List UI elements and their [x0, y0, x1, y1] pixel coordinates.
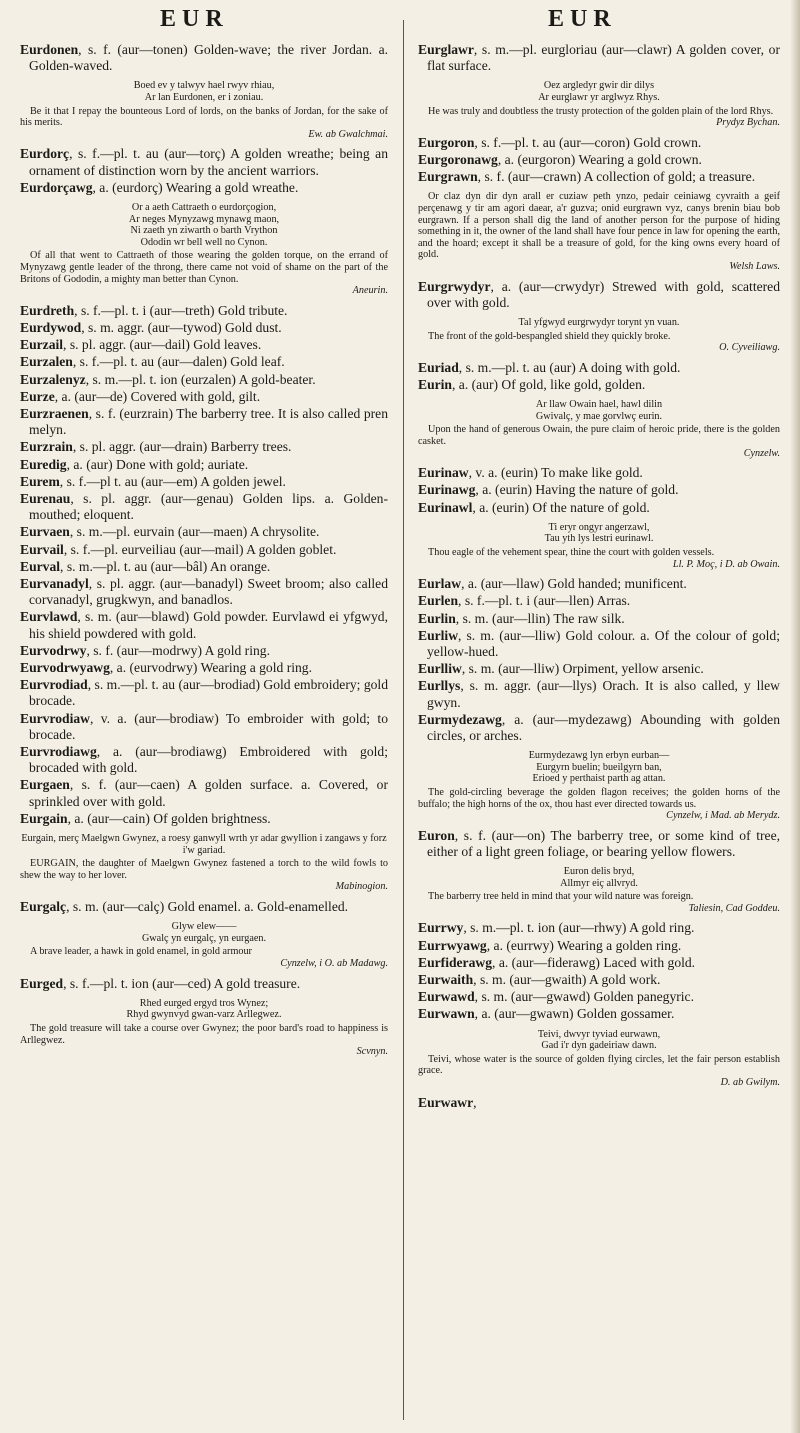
headword: Eurem — [20, 473, 60, 489]
definition: , a. (aur—gwawn) Golden gossamer. — [474, 1006, 675, 1022]
dictionary-entry — [418, 712, 780, 744]
welsh-verse-line: Eurgyrn buelin; bueilgyrn ban, — [536, 761, 662, 773]
dictionary-entry — [418, 938, 780, 954]
dictionary-entry — [20, 146, 388, 178]
definition: , a. (aur—brodiawg) Embroidered with gold; brocaded with gold. — [29, 744, 388, 776]
column-divider — [403, 20, 404, 1420]
dictionary-entry — [418, 377, 780, 393]
dictionary-entry — [418, 1095, 780, 1111]
citation-source: Scvnyn. — [356, 1046, 388, 1058]
dictionary-entry — [20, 337, 388, 353]
headword: Eurin — [418, 376, 452, 392]
headword: Eurinawl — [418, 499, 473, 515]
headword: Eurllys — [418, 678, 461, 694]
definition: , s. f.—pl. eurveiliau (aur—mail) A golden goblet. — [63, 541, 337, 557]
welsh-verse-line: Ar llaw Owain hael, hawl dilin — [535, 399, 663, 411]
headword: Eurrwy — [418, 920, 464, 936]
definition: , s. f. (eurzrain) The barberry tree. It is also called pren melyn. — [29, 405, 388, 438]
definition: , s. f.—pl. t. au (aur—torç) A golden wreathe; being an ornament of distinction worn by the ancient warriors. — [29, 146, 388, 178]
headword: Eurvrodiad — [20, 677, 88, 693]
dictionary-entry — [20, 542, 388, 558]
dictionary-entry — [418, 989, 780, 1005]
definition: , s. f. (aur—caen) A golden surface. a. Covered, or sprinkled over with gold. — [29, 777, 388, 809]
dictionary-entry — [20, 609, 388, 641]
headword: Eurdorç — [20, 146, 70, 162]
definition: , s. m. (aur—gwaith) A gold work. — [473, 972, 661, 988]
headword: Eurwawn — [418, 1006, 475, 1022]
dictionary-entry — [20, 439, 388, 455]
headword: Eurvodrwy — [20, 642, 87, 658]
citation-source: O. Cyveiliawg. — [719, 342, 780, 354]
welsh-verse-line: Erioed y perthaist parth ag attan. — [532, 773, 666, 785]
dictionary-entry — [418, 169, 780, 185]
translation: Be it that I repay the bounteous Lord of lords, on the banks of Jordan, for the sake of his merits. — [20, 105, 388, 129]
welsh-verse-line: Ni zaeth yn ziwarth o barth Vrython — [130, 225, 278, 237]
definition: , s. m.—pl. t. ion (aur—rhwy) A gold ring. — [463, 920, 695, 936]
citation-source: Taliesin, Cad Goddeu. — [688, 902, 780, 914]
dictionary-entry — [418, 828, 780, 860]
definition: , v. a. (aur—brodiaw) To embroider with gold; to brocade. — [29, 710, 388, 742]
headword: Eurvrodiaw — [20, 710, 90, 726]
headword: Eurlliw — [418, 661, 462, 677]
welsh-verse-line: Gwalç yn eurgalç, yn eurgaen. — [141, 932, 267, 944]
dictionary-entry — [20, 474, 388, 490]
headword: Eurvail — [20, 541, 64, 557]
welsh-verse-line: Gad i'r dyn gadeiriaw dawn. — [541, 1040, 657, 1052]
welsh-verse-line: Ar neges Mynyzawg mynawg maon, — [128, 213, 280, 225]
left-column — [20, 42, 388, 1064]
welsh-verse-line: Tal yfgwyd eurgrwydyr torynt yn vuan. — [518, 316, 680, 328]
headword: Eurinaw — [418, 465, 469, 481]
definition: , a. (aur—de) Covered with gold, gilt. — [54, 388, 261, 404]
translation: The front of the gold-bespangled shield they quickly broke. — [428, 330, 671, 342]
dictionary-entry — [20, 389, 388, 405]
headword: Eurvrodiawg — [20, 744, 97, 760]
definition: , a. (aur—crwydyr) Strewed with gold, scattered over with gold. — [427, 278, 780, 310]
headword: Eurlaw — [418, 576, 462, 592]
definition: , a. (aur—llaw) Gold handed; munificent. — [461, 576, 687, 592]
running-head-right: EUR — [548, 6, 617, 32]
headword: Eurdorçawg — [20, 179, 93, 195]
headword: Eurgain — [20, 810, 68, 826]
headword: Eurwawd — [418, 989, 475, 1005]
headword: Eurwaith — [418, 972, 474, 988]
translation: He was truly and doubtless the trusty protection of the golden plain of the lord Rhys. — [428, 105, 774, 117]
welsh-verse-line: Gwivalç, y mae gorvlwç eurin. — [535, 410, 663, 422]
citation-source: D. ab Gwilym. — [720, 1077, 780, 1089]
headword: Eurlen — [418, 593, 459, 609]
dictionary-entry — [418, 920, 780, 936]
definition: , a. (eurgoron) Wearing a gold crown. — [497, 151, 702, 167]
translation: Upon the hand of generous Owain, the pure claim of heroic pride, there is the golden casket. — [418, 424, 780, 447]
headword: Eurdonen — [20, 42, 79, 57]
definition: , a. (aur—cain) Of golden brightness. — [67, 810, 271, 826]
definition: , a. (aur) Done with gold; auriate. — [66, 456, 249, 472]
headword: Eurvanadyl — [20, 575, 89, 591]
headword: Eurgoronawg — [418, 151, 498, 167]
dictionary-entry — [418, 593, 780, 609]
citation-source: Cynzelw, i Mad. ab Merydz. — [666, 810, 780, 822]
citation-source: Cynzelw, i O. ab Madawg. — [280, 957, 388, 969]
dictionary-entry — [418, 576, 780, 592]
definition: , s. pl. aggr. (aur—drain) Barberry trees. — [72, 439, 292, 455]
citation-block — [418, 191, 780, 272]
definition: , s. f.—pl. t. i (aur—llen) Arras. — [458, 593, 631, 609]
headword: Eurgaen — [20, 777, 70, 793]
dictionary-entry — [418, 465, 780, 481]
welsh-verse-line: Eurgain, merç Maelgwn Gwynez, a roesy ganwyll wrth yr adar gwyllion i zangaws y forz i'w gariad. — [21, 833, 387, 856]
translation: The barberry tree held in mind that your wild nature was foreign. — [428, 891, 694, 903]
definition: , s. m. (aur—gwawd) Golden panegyric. — [474, 989, 694, 1005]
welsh-verse-line: Or a aeth Cattraeth o eurdorçogion, — [131, 201, 277, 213]
welsh-verse-line: Tau yth lys lestri eurinawl. — [544, 533, 654, 545]
dictionary-entry — [20, 320, 388, 336]
headword: Eurze — [20, 388, 55, 404]
definition: , s. f.—pl. t. ion (aur—ced) A gold treasure. — [63, 975, 301, 991]
dictionary-entry — [20, 457, 388, 473]
headword: Eurzalen — [20, 354, 73, 370]
definition: , a. (eurrwy) Wearing a golden ring. — [486, 937, 682, 953]
definition: , a. (aur—mydezawg) Abounding with golden circles, or arches. — [427, 711, 780, 743]
definition: , a. (eurvodrwy) Wearing a gold ring. — [109, 660, 312, 675]
welsh-verse-line: Eurmydezawg lyn erbyn eurban— — [528, 750, 670, 762]
translation: Teivi, whose water is the source of golden flying circles, let the fair person establish grace. — [418, 1053, 780, 1077]
citation-block — [418, 317, 780, 354]
dictionary-entry — [418, 955, 780, 971]
dictionary-entry — [20, 899, 388, 915]
headword: Eurged — [20, 975, 64, 991]
dictionary-entry — [418, 135, 780, 151]
definition: , s. f.—pl. t. au (aur—dalen) Gold leaf. — [72, 354, 285, 370]
translation: The gold-circling beverage the golden flagon receives; the golden horns of the buffalo; the high horns of the ox, thou hast ever directed towards us. — [418, 786, 780, 810]
citation-block — [418, 1029, 780, 1089]
citation-block — [20, 921, 388, 969]
dictionary-entry — [418, 611, 780, 627]
citation-block — [418, 750, 780, 822]
headword: Eurrwyawg — [418, 937, 487, 953]
definition: , a. (aur) Of gold, like gold, golden. — [452, 376, 646, 392]
definition: , a. (aur—fiderawg) Laced with gold. — [492, 954, 696, 970]
dictionary-entry — [20, 180, 388, 196]
welsh-verse-line: Ododin wr bell well no Cynon. — [140, 236, 268, 248]
definition: , s. m.—pl. t. au (aur—brodiad) Gold embroidery; gold brocade. — [29, 677, 388, 709]
headword: Eurwawr — [418, 1094, 474, 1110]
citation-block — [20, 80, 388, 140]
dictionary-entry — [20, 524, 388, 540]
dictionary-entry — [20, 811, 388, 827]
definition: , s. m. aggr. (aur—tywod) Gold dust. — [81, 319, 282, 335]
dictionary-entry — [20, 576, 388, 608]
definition: , s. m. (aur—lliw) Orpiment, yellow arsenic. — [461, 661, 704, 677]
translation: The gold treasure will take a course over Gwynez; the poor bard's road to happiness is Arllegwez. — [20, 1022, 388, 1046]
dictionary-entry — [418, 500, 780, 516]
headword: Euriad — [418, 359, 459, 375]
headword: Eurgoron — [418, 134, 475, 150]
dictionary-entry — [20, 711, 388, 743]
headword: Eurvaen — [20, 524, 70, 540]
dictionary-entry — [20, 660, 388, 676]
dictionary-entry — [20, 777, 388, 809]
definition: , s. m. aggr. (aur—llys) Orach. It is also called, y llew gwyn. — [427, 678, 780, 710]
definition: , a. (eurdorç) Wearing a gold wreathe. — [92, 179, 299, 195]
headword: Eurmydezawg — [418, 711, 502, 727]
translation: Thou eagle of the vehement spear, thine the court with golden vessels. — [428, 546, 715, 558]
headword: Eurlin — [418, 610, 456, 626]
citation-source: Welsh Laws. — [729, 260, 780, 272]
dictionary-entry — [418, 661, 780, 677]
definition: , s. f. (aur—tonen) Golden-wave; the river Jordan. a. Golden-waved. — [29, 42, 388, 74]
dictionary-entry — [418, 279, 780, 311]
headword: Eurval — [20, 558, 61, 574]
citation-source: Prydyz Bychan. — [716, 117, 780, 129]
dictionary-entry — [20, 744, 388, 776]
citation-block — [20, 833, 388, 893]
definition: , a. (eurin) Having the nature of gold. — [475, 482, 679, 498]
dictionary-entry — [20, 491, 388, 523]
dictionary-entry — [418, 1006, 780, 1022]
headword: Eurzail — [20, 337, 64, 353]
citation-block — [418, 522, 780, 570]
headword: Eurgalç — [20, 899, 67, 914]
citation-block — [418, 399, 780, 459]
definition: , s. pl. aggr. (aur—genau) Golden lips. a. Golden-mouthed; eloquent. — [29, 490, 388, 523]
definition: , s. f. (aur—crawn) A collection of gold; a treasure. — [477, 169, 756, 185]
citation-block — [20, 998, 388, 1058]
headword: Euron — [418, 827, 455, 843]
dictionary-entry — [418, 678, 780, 710]
citation-source: Ew. ab Gwalchmai. — [308, 128, 388, 140]
dictionary-entry — [20, 303, 388, 319]
welsh-verse-line: Oez argledyr gwir dir dilys — [543, 80, 655, 92]
dictionary-entry — [20, 976, 388, 992]
definition: , s. m. (aur—lliw) Gold colour. a. Of the colour of gold; yellow-hued. — [427, 627, 780, 659]
dictionary-entry — [20, 559, 388, 575]
translation: Or claz dyn dir dyn arall er cuziaw peth ynzo, pedair ceiniawg cyvraith a geif perçenawg y tir am agori daear, a'r guzva; onid eurgrawn vyz, canys brenin biau bob eurgrawn. If a person shall dig the land of another person for the purpose of hiding something in it, the owner of the land shall have four pence in law for opening the earth, and the hoard; except it shall be a treasure of gold, for the king owns every hoard of gold. — [418, 191, 780, 261]
definition: , s. m.—pl. t. au (aur) A doing with gold. — [458, 359, 681, 375]
definition: , s. f.—pl. t. au (aur—coron) Gold crown. — [474, 134, 702, 150]
translation: A brave leader, a hawk in gold enamel, in gold armour — [30, 946, 252, 958]
welsh-verse-line: Allmyr eiç allvryd. — [560, 877, 638, 889]
dictionary-entry — [20, 372, 388, 388]
dictionary-entry — [20, 677, 388, 709]
welsh-verse-line: Ar lan Eurdonen, er i zoniau. — [144, 92, 264, 103]
welsh-verse-line: Rhed eurged ergyd tros Wynez; — [139, 997, 269, 1009]
dictionary-entry — [418, 42, 780, 74]
dictionary-entry — [418, 482, 780, 498]
welsh-verse-line: Euron delis bryd, — [563, 866, 635, 878]
dictionary-entry — [418, 360, 780, 376]
headword: Eurzrain — [20, 439, 73, 455]
dictionary-entry — [418, 628, 780, 660]
running-head-left: EUR — [160, 6, 229, 32]
headword: Eurfiderawg — [418, 954, 493, 970]
definition: , s. m. (aur—llin) The raw silk. — [455, 610, 625, 626]
headword: Eurzalenyz — [20, 371, 86, 387]
welsh-verse-line: Boed ev y talwyv hael rwyv rhiau, — [133, 80, 275, 92]
definition: , s. m.—pl. eurgloriau (aur—clawr) A golden cover, or flat surface. — [427, 42, 780, 74]
dictionary-entry — [418, 972, 780, 988]
welsh-verse-line: Ar eurglawr yr arglwyz Rhys. — [538, 92, 660, 103]
page-edge-stain — [790, 0, 800, 1433]
definition: , v. a. (eurin) To make like gold. — [468, 465, 643, 481]
citation-block — [418, 80, 780, 128]
headword: Eurdywod — [20, 319, 82, 335]
citation-source: Aneurin. — [352, 285, 388, 297]
headword: Eurgrawn — [418, 169, 478, 185]
definition: , s. m.—pl. t. ion (eurzalen) A gold-beater. — [85, 371, 316, 387]
citation-source: Cynzelw. — [743, 447, 780, 459]
definition: , a. (eurin) Of the nature of gold. — [472, 499, 650, 515]
definition: , s. pl. aggr. (aur—dail) Gold leaves. — [63, 337, 262, 353]
headword: Eurdreth — [20, 302, 75, 318]
welsh-verse-line: Teivi, dwvyr tyviad eurwawn, — [537, 1028, 661, 1040]
dictionary-entry — [20, 354, 388, 370]
definition: , s. f.—pl t. au (aur—em) A golden jewel. — [59, 473, 286, 489]
definition: , s. pl. aggr. (aur—banadyl) Sweet broom; also called corvanadyl, grugkwyn, and banadlos. — [29, 575, 388, 608]
headword: Eurvlawd — [20, 609, 78, 625]
headword: Euredig — [20, 456, 67, 472]
citation-source: Mabinogion. — [335, 881, 388, 893]
citation-block — [418, 866, 780, 914]
headword: Eurgrwydyr — [418, 278, 491, 294]
headword: Eurzraenen — [20, 405, 89, 421]
definition: , s. f. (aur—on) The barberry tree, or some kind of tree, either of a light green foliage, or bearing yellow flowers. — [427, 827, 780, 859]
definition: , s. f. (aur—modrwy) A gold ring. — [86, 642, 270, 658]
definition: , — [473, 1094, 477, 1110]
definition: , s. m. (aur—calç) Gold enamel. a. Gold-enamelled. — [66, 899, 349, 914]
welsh-verse-line: Rhyd gwynvyd gwan-varz Arllegwez. — [126, 1009, 282, 1021]
headword: Eurliw — [418, 627, 459, 643]
welsh-verse-line: Glyw elew—— — [171, 921, 237, 933]
citation-source: Ll. P. Moç, i D. ab Owain. — [672, 558, 780, 570]
dictionary-entry — [418, 152, 780, 168]
headword: Eurenau — [20, 490, 71, 506]
headword: Eurinawg — [418, 482, 476, 498]
definition: , s. m. (aur—blawd) Gold powder. Eurvlawd ei yfgwyd, his shield powdered with gold. — [29, 609, 388, 641]
translation: EURGAIN, the daughter of Maelgwn Gwynez fastened a torch to the wild fowls to shew the way to her lover. — [20, 858, 388, 881]
right-column — [418, 42, 780, 1112]
definition: , s. m.—pl. eurvain (aur—maen) A chrysolite. — [69, 524, 320, 540]
dictionary-entry — [20, 643, 388, 659]
dictionary-entry — [20, 406, 388, 438]
headword: Eurvodrwyawg — [20, 660, 110, 675]
definition: , s. m.—pl. t. au (aur—bâl) An orange. — [60, 558, 271, 574]
translation: Of all that went to Cattraeth of those wearing the golden torque, on the errand of Mynyzawg gentle leader of the throng, there came not void of shame on the part of the Britons of Gododin, a mighty man better than Cynon. — [20, 250, 388, 285]
citation-block — [20, 202, 388, 297]
welsh-verse-line: Ti eryr ongyr angerzawl, — [548, 521, 650, 533]
headword: Eurglawr — [418, 42, 474, 57]
dictionary-entry — [20, 42, 388, 74]
definition: , s. f.—pl. t. i (aur—treth) Gold tribute. — [74, 302, 288, 318]
